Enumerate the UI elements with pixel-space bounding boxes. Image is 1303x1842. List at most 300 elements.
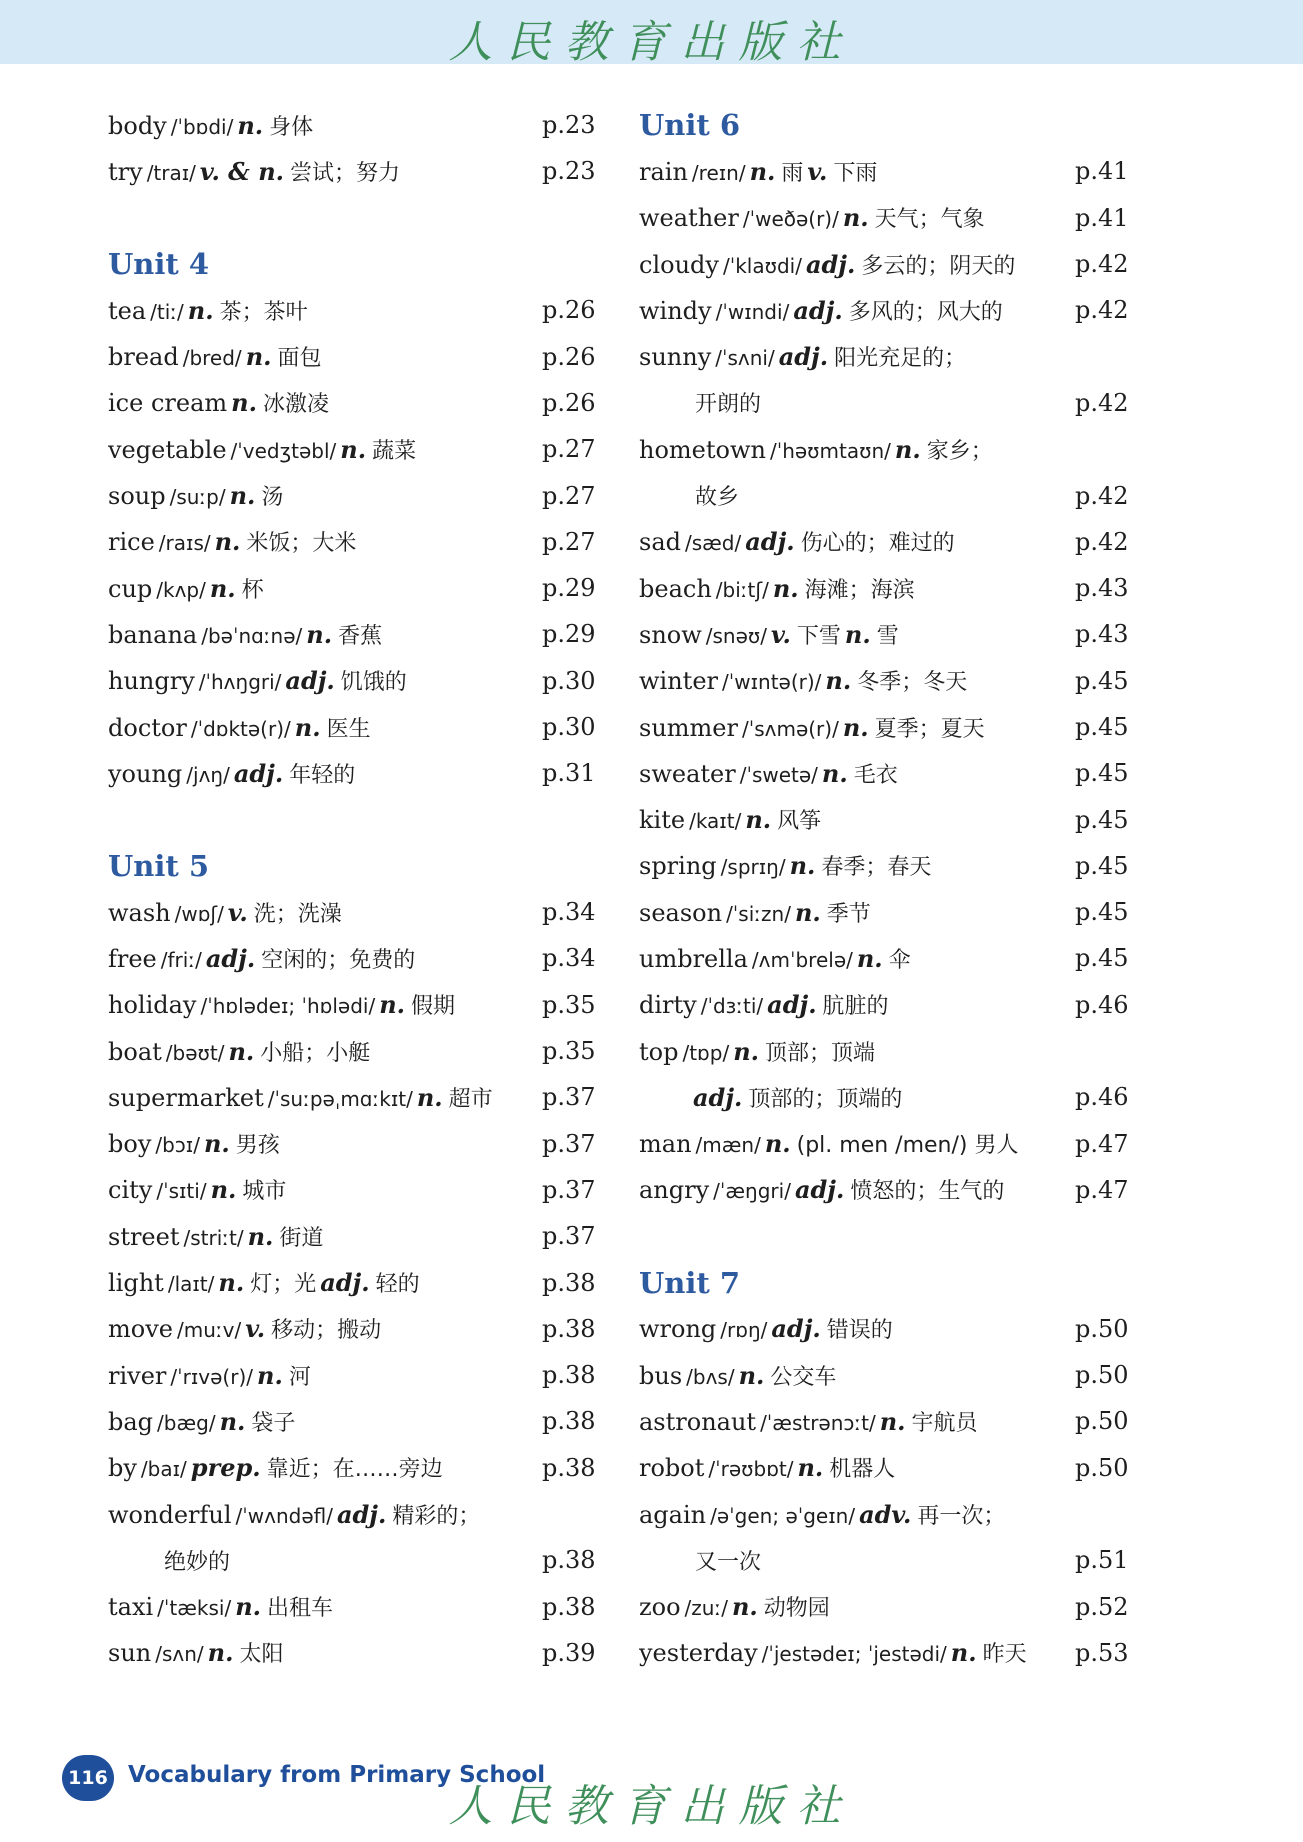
entry-part-of-speech: n. xyxy=(842,203,869,233)
entry-page-ref: p.35 xyxy=(542,990,596,1019)
entry-part-of-speech: n. xyxy=(842,712,869,742)
entry-text xyxy=(108,665,542,696)
entry-page-ref: p.38 xyxy=(542,1314,596,1343)
entry-word: cloudy xyxy=(639,250,719,279)
entry-text xyxy=(108,989,542,1020)
vocab-entry xyxy=(639,1121,1131,1167)
entry-word: light xyxy=(108,1269,164,1298)
vocab-entry xyxy=(639,843,1131,889)
entry-page-ref: p.46 xyxy=(1075,1083,1129,1112)
entry-page-ref: p.23 xyxy=(542,157,596,186)
entry-meaning: 冰激凌 xyxy=(262,392,329,418)
entry-page-ref: p.30 xyxy=(542,666,596,695)
entry-phonetic: /traɪ/ xyxy=(146,160,196,185)
entry-meaning: 茶；茶叶 xyxy=(219,299,308,325)
entry-word: free xyxy=(108,944,157,973)
entry-part-of-speech: n. xyxy=(764,1129,791,1159)
entry-phonetic: /ˈwɪndi/ xyxy=(715,299,790,324)
entry-word: taxi xyxy=(108,1593,154,1622)
entry-word: hungry xyxy=(108,667,195,696)
entry-word: beach xyxy=(639,574,712,603)
vocab-entry xyxy=(639,1584,1131,1630)
entry-phonetic: /sæd/ xyxy=(685,531,742,556)
entry-meaning: 雨 xyxy=(781,160,804,186)
entry-meaning: 袋子 xyxy=(251,1410,296,1436)
entry-part-of-speech: n. xyxy=(856,943,883,973)
entry-phonetic: /suːp/ xyxy=(169,485,226,510)
entry-part-of-speech: n. xyxy=(207,1638,234,1668)
entry-part-of-speech: n. xyxy=(772,573,799,603)
entry-phonetic: /bʌs/ xyxy=(686,1364,735,1389)
entry-text xyxy=(639,295,1075,326)
entry-part-of-speech: adj. xyxy=(285,666,335,696)
vocab-entry xyxy=(639,611,1131,657)
entry-part-of-speech: n. xyxy=(203,1129,230,1159)
entry-text xyxy=(108,897,542,928)
unit-heading: Unit 7 xyxy=(639,1265,741,1300)
entry-meaning: 开朗的 xyxy=(695,392,762,418)
entry-part-of-speech: adj. xyxy=(805,249,856,279)
entry-part-of-speech: v. & n. xyxy=(199,156,284,186)
entry-text xyxy=(108,434,542,465)
entry-phonetic: /ˈsuːpəˌmɑːkɪt/ xyxy=(267,1086,413,1111)
entry-word: move xyxy=(108,1315,173,1344)
entry-part-of-speech: n. xyxy=(731,1592,758,1622)
entry-page-ref: p.35 xyxy=(542,1037,596,1066)
entry-page-ref: p.52 xyxy=(1075,1592,1129,1621)
vocab-entry xyxy=(639,1306,1131,1352)
entry-word: man xyxy=(639,1130,692,1159)
entry-text xyxy=(108,480,542,511)
entry-text xyxy=(639,850,1075,881)
entry-phonetic: /sprɪŋ/ xyxy=(720,855,786,880)
entry-phonetic: /ˈsʌmə(r)/ xyxy=(741,716,839,741)
entry-word: soup xyxy=(108,482,166,511)
publisher-logo-bottom: 人民教育出版社 xyxy=(448,1781,855,1832)
entry-word: spring xyxy=(639,852,717,881)
page-number-badge: 116 xyxy=(62,1755,114,1801)
entry-text xyxy=(639,804,1075,835)
entry-word: season xyxy=(639,898,723,927)
vocab-entry xyxy=(639,750,1131,796)
entry-word: boy xyxy=(108,1130,152,1159)
entry-meaning: 下雪 xyxy=(796,623,841,649)
entry-text xyxy=(108,341,542,372)
entry-word: young xyxy=(108,759,183,788)
entry-part-of-speech: n. xyxy=(214,527,241,557)
entry-part-of-speech: n. xyxy=(228,1036,255,1066)
entry-meaning: 夏季；夏天 xyxy=(874,716,985,742)
entry-word: snow xyxy=(639,620,702,649)
entry-word: kite xyxy=(639,806,686,835)
entry-page-ref: p.50 xyxy=(1075,1361,1129,1390)
entry-page-ref: p.38 xyxy=(542,1361,596,1390)
vocab-entry xyxy=(108,704,598,750)
entry-part-of-speech: n. xyxy=(416,1082,443,1112)
vocab-entry xyxy=(639,472,1131,518)
entry-meaning: 冬季；冬天 xyxy=(857,670,968,696)
entry-meaning: 男孩 xyxy=(235,1133,280,1159)
entry-part-of-speech: n. xyxy=(294,712,321,742)
entry-phonetic: /reɪn/ xyxy=(691,160,746,185)
vocab-entry xyxy=(108,1584,598,1630)
entry-text xyxy=(639,943,1075,974)
entry-meaning: 天气；气象 xyxy=(874,207,985,233)
entry-meaning: 阳光充足的； xyxy=(834,346,967,372)
entry-part-of-speech: adj. xyxy=(767,990,817,1020)
entry-meaning: 精彩的； xyxy=(392,1503,481,1529)
entry-meaning: 季节 xyxy=(826,901,871,927)
entry-text xyxy=(108,526,542,557)
entry-meaning: 面包 xyxy=(277,346,322,372)
entry-text xyxy=(639,1406,1075,1437)
vocab-entry xyxy=(108,1306,598,1352)
entry-page-ref: p.42 xyxy=(1075,481,1129,510)
entry-word: rain xyxy=(639,157,688,186)
entry-page-ref: p.45 xyxy=(1075,898,1129,927)
entry-page-ref: p.34 xyxy=(542,944,596,973)
vocab-entry xyxy=(639,1537,1131,1583)
entry-word: summer xyxy=(639,713,738,742)
entry-phonetic: /ˈrɪvə(r)/ xyxy=(170,1364,253,1389)
entry-page-ref: p.42 xyxy=(1075,388,1129,417)
entry-text xyxy=(639,387,1075,418)
entry-word: winter xyxy=(639,667,718,696)
entry-text xyxy=(639,665,1075,696)
entry-phonetic: /ˈbɒdi/ xyxy=(170,114,234,139)
entry-word: weather xyxy=(639,204,739,233)
spacer xyxy=(108,796,598,842)
entry-word: sweater xyxy=(639,759,736,788)
entry-part-of-speech: n. xyxy=(257,1360,283,1390)
entry-part-of-speech: n. xyxy=(844,619,871,649)
entry-page-ref: p.47 xyxy=(1075,1129,1129,1158)
entry-phonetic: /zuː/ xyxy=(684,1596,728,1621)
left-column xyxy=(108,102,598,1676)
entry-page-ref: p.45 xyxy=(1075,805,1129,834)
entry-text xyxy=(108,1406,542,1437)
vocab-entry xyxy=(108,1028,598,1074)
entry-page-ref: p.37 xyxy=(542,1083,596,1112)
entry-meaning: 顶部的；顶端的 xyxy=(748,1086,903,1112)
entry-page-ref: p.50 xyxy=(1075,1407,1129,1436)
vocab-entry xyxy=(108,935,598,981)
entry-meaning: 动物园 xyxy=(763,1596,830,1622)
entry-word: hometown xyxy=(639,435,766,464)
entry-page-ref: p.38 xyxy=(542,1407,596,1436)
entry-word: umbrella xyxy=(639,944,748,973)
entry-text xyxy=(108,758,542,789)
entry-meaning: 靠近；在……旁边 xyxy=(266,1457,443,1483)
entry-text xyxy=(639,712,1075,743)
entry-word: try xyxy=(108,157,143,186)
entry-page-ref: p.37 xyxy=(542,1129,596,1158)
vocab-entry xyxy=(108,1213,598,1259)
entry-page-ref: p.53 xyxy=(1075,1638,1129,1667)
entry-page-ref: p.42 xyxy=(1075,296,1129,325)
entry-page-ref: p.30 xyxy=(542,713,596,741)
entry-part-of-speech: n. xyxy=(245,342,272,372)
entry-word: ice cream xyxy=(108,389,228,418)
entry-page-ref: p.39 xyxy=(542,1638,596,1667)
entry-page-ref: p.45 xyxy=(1075,759,1129,788)
entry-text xyxy=(108,1591,542,1622)
entry-word: sunny xyxy=(639,343,712,372)
entry-phonetic: /ˈæŋgri/ xyxy=(713,1179,791,1204)
entry-page-ref: p.43 xyxy=(1075,574,1129,603)
entry-word: supermarket xyxy=(108,1083,264,1112)
vocab-entry xyxy=(639,982,1131,1028)
unit-heading: Unit 6 xyxy=(639,108,741,143)
entry-phonetic: /rɒŋ/ xyxy=(720,1318,768,1343)
entry-page-ref: p.42 xyxy=(1075,250,1129,279)
entry-part-of-speech: n. xyxy=(231,388,257,418)
vocab-entry xyxy=(108,1491,598,1537)
entry-meaning: 洗；洗澡 xyxy=(253,901,342,927)
entry-part-of-speech: n. xyxy=(749,156,776,186)
entry-text xyxy=(639,1545,1075,1576)
entry-meaning: 毛衣 xyxy=(853,762,898,788)
entry-word: wonderful xyxy=(108,1500,232,1529)
entry-part-of-speech: v. xyxy=(807,156,828,186)
entry-phonetic: /snəʊ/ xyxy=(705,623,767,648)
spacer xyxy=(639,1213,1131,1259)
entry-meaning: 再一次； xyxy=(917,1503,1006,1529)
entry-meaning: 机器人 xyxy=(829,1457,896,1483)
entry-page-ref: p.27 xyxy=(542,527,596,556)
entry-text xyxy=(108,1036,542,1067)
vocab-entry xyxy=(108,1445,598,1491)
entry-meaning: 香蕉 xyxy=(338,623,383,649)
entry-word: wash xyxy=(108,898,171,927)
entry-text xyxy=(639,480,1075,511)
entry-page-ref: p.38 xyxy=(542,1268,596,1297)
entry-text xyxy=(639,341,1075,372)
entry-phonetic: /ˈtæksi/ xyxy=(157,1596,232,1621)
vocab-entry xyxy=(639,287,1131,333)
entry-phonetic: /ˈhʌŋgri/ xyxy=(198,670,282,695)
entry-text xyxy=(108,1360,542,1391)
footer-title: Vocabulary from Primary School xyxy=(128,1762,546,1788)
entry-meaning: 风筝 xyxy=(777,809,822,835)
entry-phonetic: /biːtʃ/ xyxy=(715,577,769,602)
vocab-entry xyxy=(108,1398,598,1444)
entry-meaning: 雪 xyxy=(876,623,899,649)
entry-word: river xyxy=(108,1361,167,1390)
vocab-entry xyxy=(108,565,598,611)
entry-page-ref: p.23 xyxy=(542,111,596,140)
entry-word: zoo xyxy=(639,1593,681,1622)
entry-part-of-speech: n. xyxy=(738,1360,765,1390)
entry-text xyxy=(108,573,542,604)
entry-meaning: 空闲的；免费的 xyxy=(261,947,416,973)
entry-part-of-speech: n. xyxy=(187,295,214,325)
entry-phonetic: /laɪt/ xyxy=(167,1272,215,1297)
entry-meaning: 宇航员 xyxy=(911,1410,978,1436)
publisher-logo-top: 人民教育出版社 xyxy=(448,17,855,68)
vocab-entry xyxy=(108,1537,598,1583)
entry-page-ref: p.27 xyxy=(542,435,596,464)
vocab-entry xyxy=(639,1398,1131,1444)
entry-text xyxy=(108,295,542,326)
entry-meaning: 医生 xyxy=(326,716,371,742)
entry-phonetic: /ˈsɪti/ xyxy=(156,1179,207,1204)
entry-page-ref: p.46 xyxy=(1075,990,1129,1019)
entry-meaning: 下雨 xyxy=(833,160,878,186)
vocab-entry xyxy=(639,1074,1131,1120)
entry-word: sad xyxy=(639,528,681,557)
entry-phonetic: /friː/ xyxy=(160,947,202,972)
entry-part-of-speech: n. xyxy=(209,573,236,603)
entry-text xyxy=(108,1128,542,1159)
vocab-entry xyxy=(108,1167,598,1213)
vocab-entry xyxy=(639,519,1131,565)
entry-text xyxy=(639,1499,1075,1530)
entry-meaning: 灯；光 xyxy=(250,1272,317,1298)
entry-phonetic: /ˈdɜːti/ xyxy=(700,994,764,1019)
entry-text xyxy=(108,110,542,141)
vocab-entry xyxy=(639,889,1131,935)
entry-part-of-speech: n. xyxy=(797,1453,824,1483)
entry-page-ref: p.50 xyxy=(1075,1314,1129,1343)
entry-phonetic: /ˈwʌndəfl/ xyxy=(235,1503,333,1528)
entry-text xyxy=(639,619,1075,650)
entry-word: vegetable xyxy=(108,435,227,464)
vocab-entry xyxy=(108,102,598,148)
entry-part-of-speech: adj. xyxy=(320,1268,370,1298)
entry-meaning: 顶部；顶端 xyxy=(765,1040,876,1066)
entry-word: boat xyxy=(108,1037,162,1066)
entry-text xyxy=(639,202,1075,233)
entry-text xyxy=(108,1313,542,1344)
entry-page-ref: p.34 xyxy=(542,898,596,927)
entry-word: street xyxy=(108,1222,180,1251)
entry-text xyxy=(108,1174,542,1205)
entry-phonetic: /ˈæstrənɔːt/ xyxy=(760,1410,876,1435)
vocab-entry xyxy=(108,1259,598,1305)
entry-meaning: 河 xyxy=(288,1364,311,1390)
entry-meaning: 多风的；风大的 xyxy=(848,299,1003,325)
entry-page-ref: p.45 xyxy=(1075,666,1129,695)
entry-meaning: 错误的 xyxy=(826,1318,893,1344)
vocab-entry xyxy=(639,1491,1131,1537)
entry-meaning: 出租车 xyxy=(267,1596,334,1622)
entry-meaning: (pl. men /men/) 男人 xyxy=(796,1133,1019,1159)
vocab-entry xyxy=(639,241,1131,287)
entry-part-of-speech: n. xyxy=(379,990,406,1020)
entry-part-of-speech: n. xyxy=(950,1638,977,1668)
entry-phonetic: /kaɪt/ xyxy=(689,809,742,834)
entry-page-ref: p.27 xyxy=(542,481,596,510)
entry-part-of-speech: adj. xyxy=(336,1499,387,1529)
vocab-entry xyxy=(639,1445,1131,1491)
entry-phonetic: /jʌŋ/ xyxy=(186,762,230,787)
entry-text xyxy=(108,1499,542,1530)
entry-text xyxy=(108,387,542,418)
vocab-entry xyxy=(639,426,1131,472)
entry-meaning: 汤 xyxy=(261,485,284,511)
entry-word: angry xyxy=(639,1176,710,1205)
entry-phonetic: /bəʊt/ xyxy=(165,1040,225,1065)
entry-phonetic: /ˈrəʊbɒt/ xyxy=(708,1457,794,1482)
entry-phonetic: /muːv/ xyxy=(176,1318,242,1343)
entry-part-of-speech: n. xyxy=(745,805,772,835)
entry-meaning: 肮脏的 xyxy=(822,994,889,1020)
entry-part-of-speech: n. xyxy=(789,851,816,881)
entry-text xyxy=(108,1452,542,1483)
entry-part-of-speech: adj. xyxy=(778,342,829,372)
entry-part-of-speech: n. xyxy=(235,1592,261,1622)
entry-meaning: 昨天 xyxy=(982,1642,1027,1668)
entry-word: body xyxy=(108,111,167,140)
entry-text xyxy=(639,434,1075,465)
entry-page-ref: p.26 xyxy=(542,388,596,417)
entry-part-of-speech: adj. xyxy=(205,943,256,973)
vocab-entry xyxy=(639,148,1131,194)
entry-meaning: 太阳 xyxy=(239,1642,284,1668)
vocab-entry xyxy=(108,1074,598,1120)
entry-part-of-speech: n. xyxy=(733,1036,759,1066)
entry-word: dirty xyxy=(639,991,697,1020)
entry-page-ref: p.47 xyxy=(1075,1175,1129,1204)
entry-word: bread xyxy=(108,343,179,372)
entry-word: bus xyxy=(639,1361,683,1390)
entry-page-ref: p.31 xyxy=(542,759,596,788)
entry-page-ref: p.41 xyxy=(1075,203,1129,232)
vocab-entry xyxy=(108,611,598,657)
entry-part-of-speech: n. xyxy=(340,434,367,464)
vocab-entry xyxy=(639,333,1131,379)
entry-word: tea xyxy=(108,296,147,325)
vocab-entry xyxy=(108,380,598,426)
entry-meaning: 蔬菜 xyxy=(372,438,417,464)
entry-part-of-speech: n. xyxy=(219,1406,246,1436)
entry-phonetic: /kʌp/ xyxy=(156,577,206,602)
entry-page-ref: p.41 xyxy=(1075,157,1129,186)
entry-meaning: 假期 xyxy=(411,994,456,1020)
entry-part-of-speech: n. xyxy=(879,1406,906,1436)
entry-text xyxy=(639,897,1075,928)
entry-page-ref: p.29 xyxy=(542,574,596,603)
vocab-entry xyxy=(639,796,1131,842)
entry-part-of-speech: n. xyxy=(237,110,264,140)
entry-text xyxy=(108,943,542,974)
entry-phonetic: /ˈswetə/ xyxy=(739,762,818,787)
entry-meaning: 公交车 xyxy=(770,1364,837,1390)
vocab-entry xyxy=(639,704,1131,750)
entry-page-ref: p.45 xyxy=(1075,851,1129,880)
entry-part-of-speech: n. xyxy=(825,666,852,696)
entry-text xyxy=(108,1637,542,1668)
vocab-entry xyxy=(639,380,1131,426)
entry-phonetic: /ˈhɒlədeɪ; ˈhɒlədi/ xyxy=(200,994,376,1019)
entry-meaning: 移动；搬动 xyxy=(271,1318,382,1344)
entry-word: windy xyxy=(639,296,712,325)
entry-page-ref: p.51 xyxy=(1075,1546,1129,1575)
entry-part-of-speech: v. xyxy=(245,1314,266,1344)
entry-phonetic: /sʌn/ xyxy=(155,1642,204,1667)
entry-part-of-speech: v. xyxy=(771,619,791,649)
entry-page-ref: p.38 xyxy=(542,1453,596,1482)
entry-part-of-speech: n. xyxy=(247,1221,274,1251)
entry-part-of-speech: n. xyxy=(894,434,921,464)
entry-word: bag xyxy=(108,1407,154,1436)
entry-phonetic: /ˈwɪntə(r)/ xyxy=(722,670,822,695)
entry-meaning: 城市 xyxy=(242,1179,287,1205)
entry-page-ref: p.45 xyxy=(1075,713,1129,741)
entry-text xyxy=(108,1221,542,1252)
vocab-entry xyxy=(108,333,598,379)
